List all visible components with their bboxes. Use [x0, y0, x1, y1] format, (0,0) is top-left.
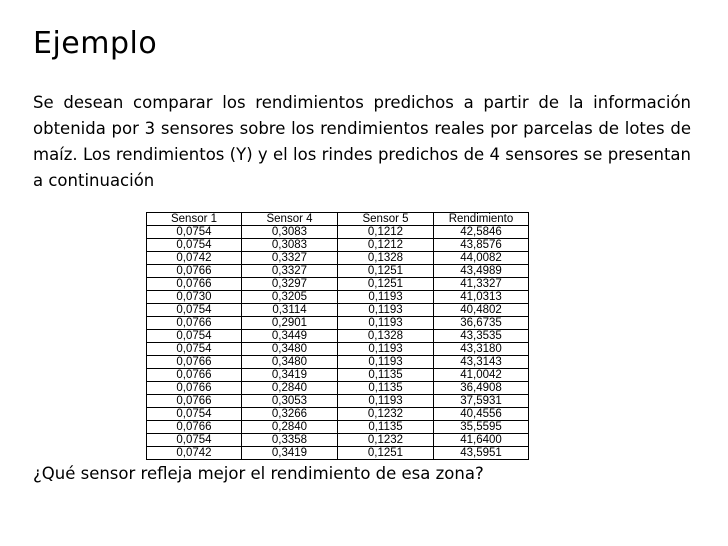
table-cell: 40,4556 — [434, 408, 529, 421]
data-table-container — [146, 212, 529, 460]
column-header-sensor-1: Sensor 1 — [147, 213, 242, 226]
table-row — [147, 239, 529, 252]
table-row — [147, 343, 529, 356]
table-row — [147, 291, 529, 304]
table-cell: 43,3143 — [434, 356, 529, 369]
table-cell: 0,3419 — [242, 447, 338, 460]
table-cell: 0,3053 — [242, 395, 338, 408]
table-cell: 0,0742 — [147, 447, 242, 460]
table-cell: 0,0766 — [147, 421, 242, 434]
table-cell: 0,1193 — [338, 317, 434, 330]
table-cell: 0,0766 — [147, 317, 242, 330]
table-row — [147, 447, 529, 460]
table-cell: 0,3297 — [242, 278, 338, 291]
table-cell: 0,2840 — [242, 382, 338, 395]
table-row — [147, 421, 529, 434]
table-cell: 40,4802 — [434, 304, 529, 317]
table-cell: 0,3266 — [242, 408, 338, 421]
table-row — [147, 265, 529, 278]
table-cell: 0,1193 — [338, 395, 434, 408]
table-cell: 0,3083 — [242, 239, 338, 252]
table-row — [147, 382, 529, 395]
table-cell: 0,0730 — [147, 291, 242, 304]
table-row — [147, 278, 529, 291]
table-cell: 41,6400 — [434, 434, 529, 447]
table-row — [147, 408, 529, 421]
column-header-rendimiento: Rendimiento — [434, 213, 529, 226]
table-row — [147, 434, 529, 447]
table-cell: 43,3180 — [434, 343, 529, 356]
table-cell: 0,1193 — [338, 356, 434, 369]
table-cell: 0,0766 — [147, 369, 242, 382]
table-cell: 0,1232 — [338, 408, 434, 421]
table-cell: 0,1135 — [338, 382, 434, 395]
table-row — [147, 395, 529, 408]
description-paragraph: Se desean comparar los rendimientos predichos a partir de la información obtenida por 3 sensores sobre los rendimientos reales por parcelas de lotes de maíz. Los rendimientos (Y) y el los rindes predichos de 4 sensores se presentan a continuación — [33, 93, 691, 190]
table-cell: 0,0766 — [147, 382, 242, 395]
table-cell: 0,0766 — [147, 278, 242, 291]
table-cell: 0,3449 — [242, 330, 338, 343]
table-cell: 0,1212 — [338, 226, 434, 239]
table-cell: 0,3327 — [242, 265, 338, 278]
table-cell: 0,0754 — [147, 226, 242, 239]
table-cell: 0,1328 — [338, 330, 434, 343]
table-cell: 0,2840 — [242, 421, 338, 434]
table-cell: 0,3480 — [242, 356, 338, 369]
column-header-sensor-5: Sensor 5 — [338, 213, 434, 226]
table-cell: 35,5595 — [434, 421, 529, 434]
table-cell: 0,1212 — [338, 239, 434, 252]
table-cell: 41,0042 — [434, 369, 529, 382]
table-cell: 36,4908 — [434, 382, 529, 395]
table-row — [147, 252, 529, 265]
table-cell: 0,1328 — [338, 252, 434, 265]
slide-title: Ejemplo — [33, 26, 158, 61]
table-cell: 37,5931 — [434, 395, 529, 408]
table-cell: 0,3480 — [242, 343, 338, 356]
table-cell: 0,0766 — [147, 395, 242, 408]
table-cell: 0,0754 — [147, 343, 242, 356]
table-cell: 0,3114 — [242, 304, 338, 317]
table-row — [147, 356, 529, 369]
table-cell: 43,4989 — [434, 265, 529, 278]
table-cell: 0,3083 — [242, 226, 338, 239]
table-cell: 0,1193 — [338, 343, 434, 356]
table-row — [147, 369, 529, 382]
table-cell: 43,8576 — [434, 239, 529, 252]
table-cell: 0,2901 — [242, 317, 338, 330]
table-cell: 0,0754 — [147, 408, 242, 421]
table-cell: 0,0742 — [147, 252, 242, 265]
table-cell: 42,5846 — [434, 226, 529, 239]
table-cell: 0,1193 — [338, 291, 434, 304]
table-row — [147, 304, 529, 317]
table-cell: 0,3358 — [242, 434, 338, 447]
column-header-sensor-4: Sensor 4 — [242, 213, 338, 226]
table-cell: 0,0766 — [147, 356, 242, 369]
table-cell: 0,0754 — [147, 304, 242, 317]
table-cell: 0,0754 — [147, 434, 242, 447]
question-text: ¿Qué sensor refleja mejor el rendimiento de esa zona? — [33, 464, 484, 483]
table-header-row — [147, 213, 529, 226]
table-cell: 0,1251 — [338, 447, 434, 460]
table-cell: 0,0766 — [147, 265, 242, 278]
table-cell: 0,1135 — [338, 369, 434, 382]
table-cell: 0,3419 — [242, 369, 338, 382]
table-cell: 43,3535 — [434, 330, 529, 343]
table-body — [147, 226, 529, 460]
table-cell: 0,3205 — [242, 291, 338, 304]
sensor-data-table — [146, 212, 529, 460]
table-cell: 0,0754 — [147, 239, 242, 252]
table-cell: 0,1193 — [338, 304, 434, 317]
table-cell: 0,1135 — [338, 421, 434, 434]
table-row — [147, 226, 529, 239]
table-cell: 0,0754 — [147, 330, 242, 343]
table-cell: 0,1232 — [338, 434, 434, 447]
table-cell: 43,5951 — [434, 447, 529, 460]
table-cell: 41,0313 — [434, 291, 529, 304]
table-cell: 0,1251 — [338, 278, 434, 291]
table-cell: 0,3327 — [242, 252, 338, 265]
table-cell: 44,0082 — [434, 252, 529, 265]
table-cell: 0,1251 — [338, 265, 434, 278]
table-cell: 41,3327 — [434, 278, 529, 291]
table-cell: 36,6735 — [434, 317, 529, 330]
table-row — [147, 317, 529, 330]
table-row — [147, 330, 529, 343]
